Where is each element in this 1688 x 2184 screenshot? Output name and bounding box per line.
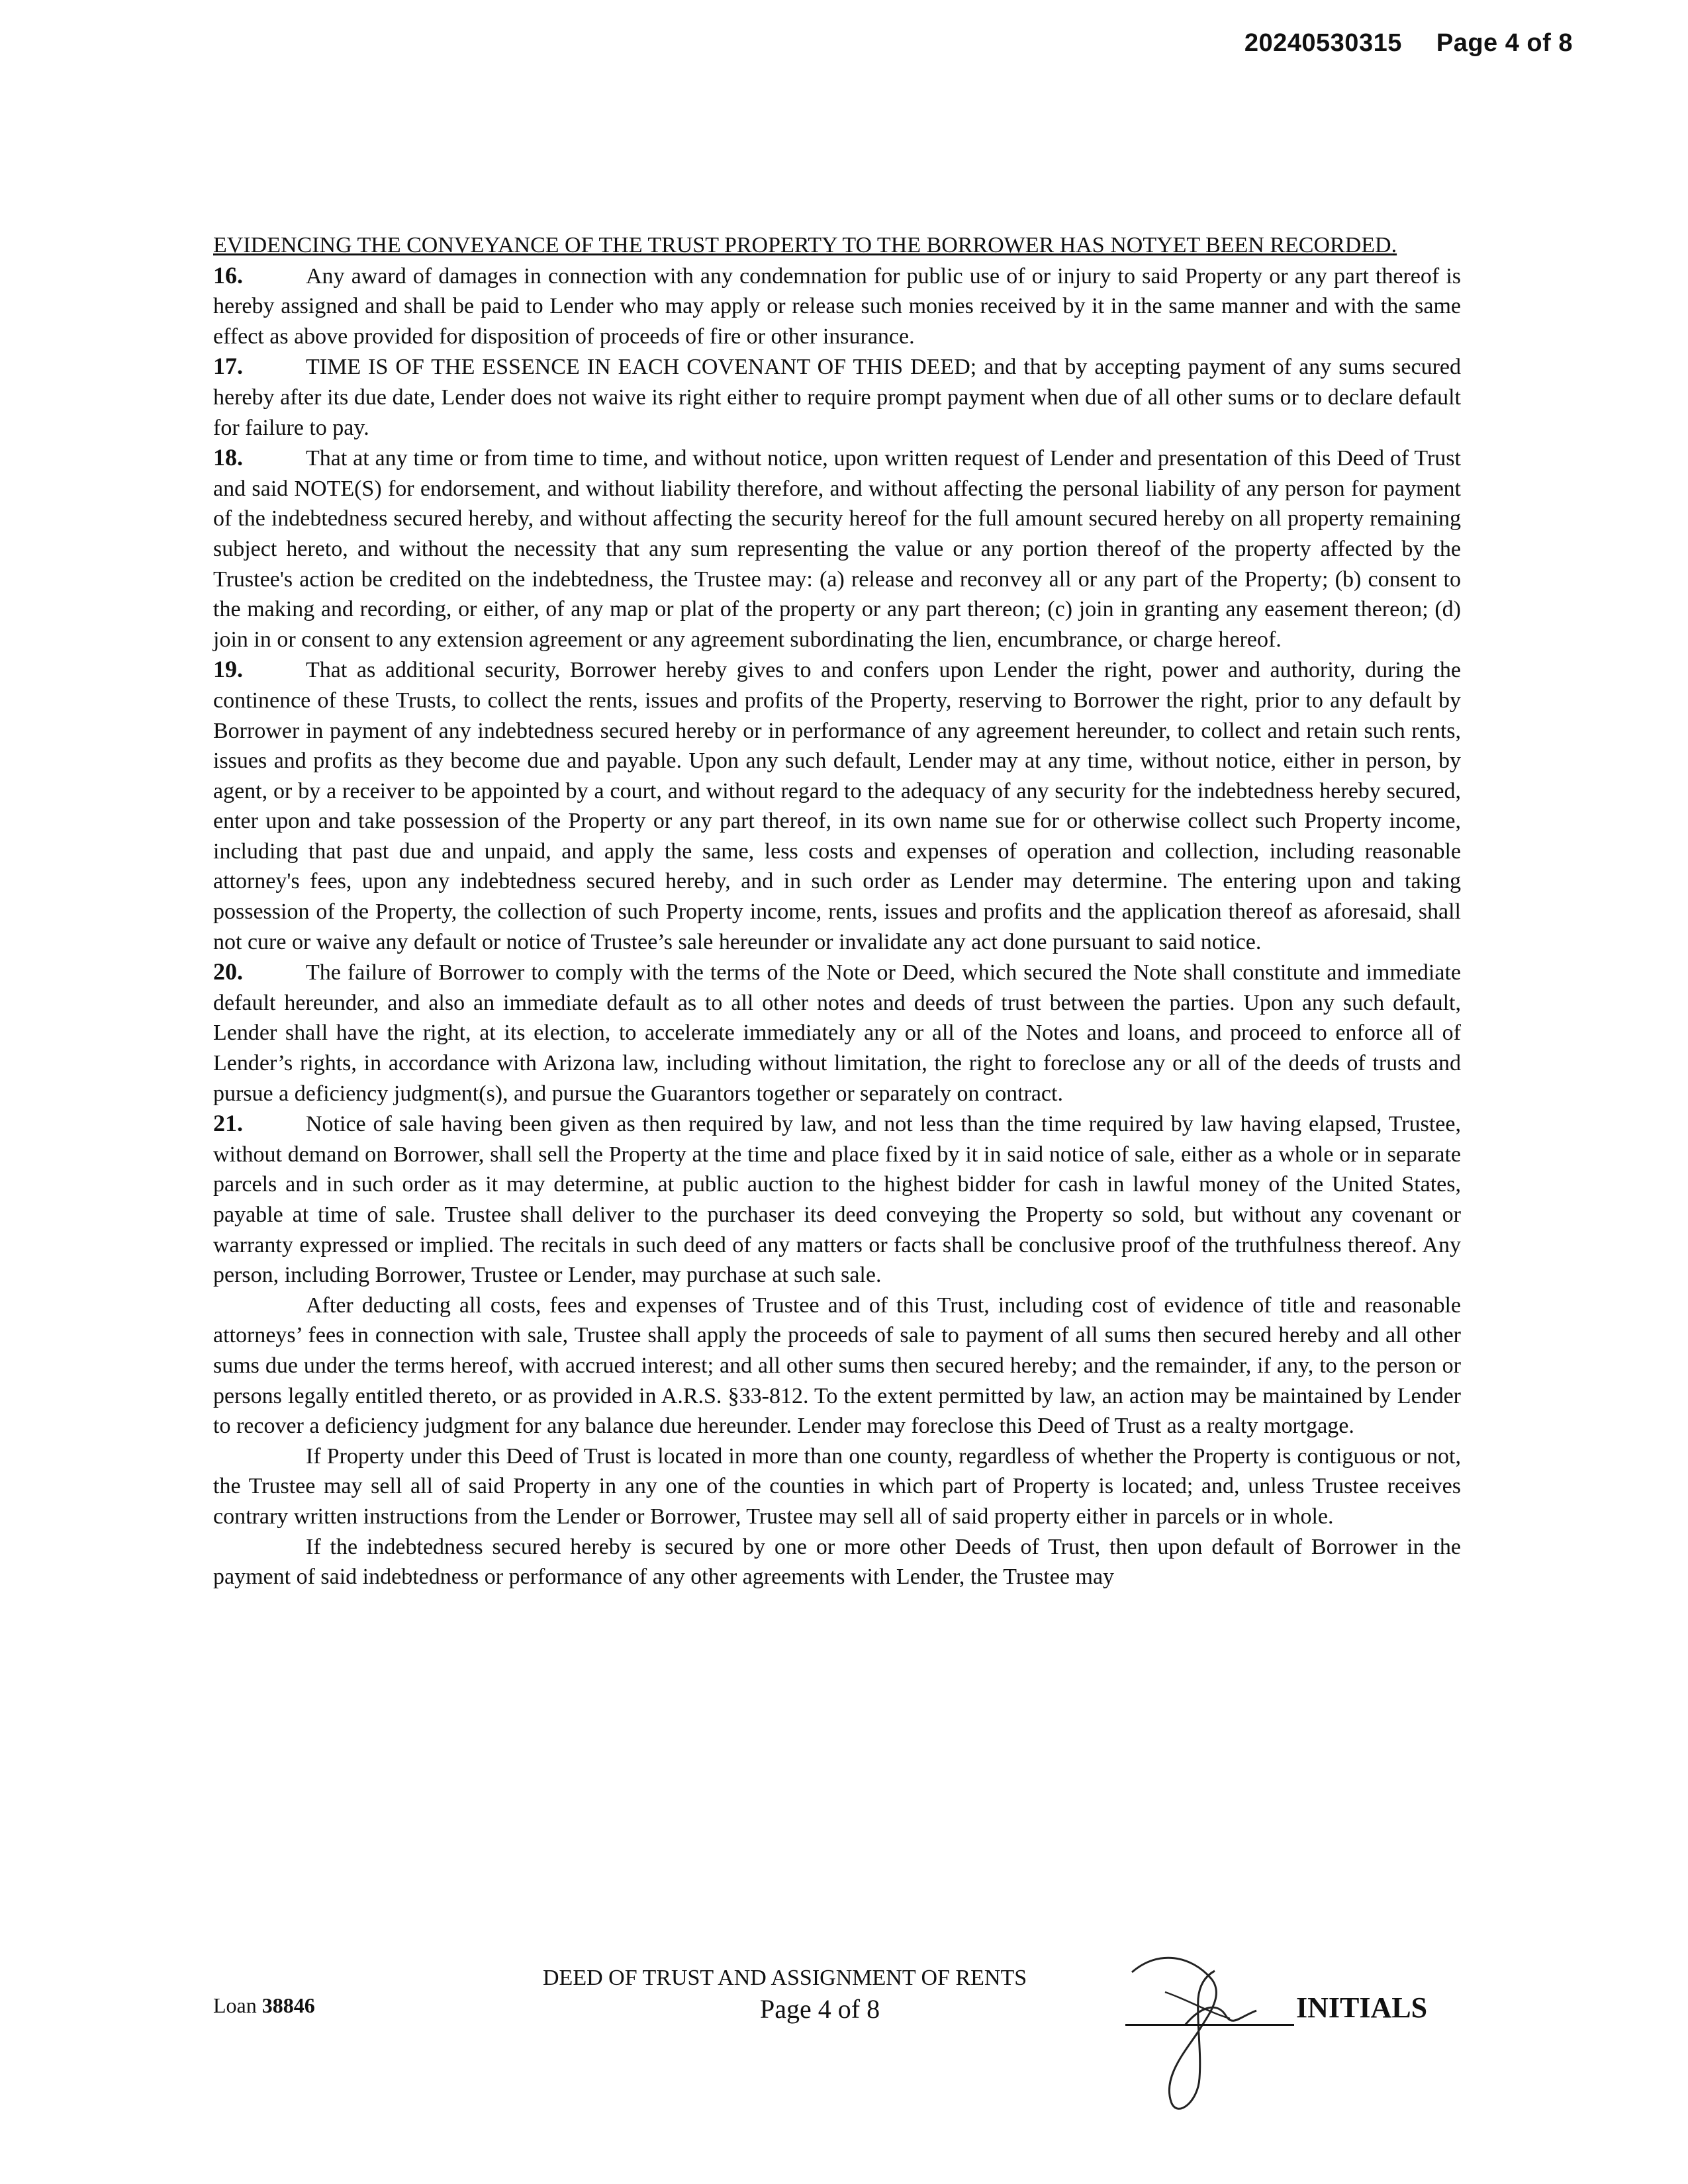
loan-value: 38846 xyxy=(261,1993,315,2017)
document-body xyxy=(213,230,1461,1592)
paragraph-counties: If Property under this Deed of Trust is located in more than one county, regardless of whether the Property is contiguous or not, the Trustee may sell all of said Property in any one of the counties in which part of Property is located; and, unless Trustee receives contrary written instructions from the Lender or Borrower, Trustee may sell all of said property either in parcels or in whole. xyxy=(213,1443,1461,1529)
page-footer xyxy=(0,1952,1688,2151)
section-number: 18. xyxy=(213,444,243,471)
section-number: 17. xyxy=(213,353,243,380)
section-text: Notice of sale having been given as then required by law, and not less than the time required by law having elapsed, Trustee, without demand on Borrower, shall sell the Property at the time and place fixed by it in said notice of sale, either as a whole or in separate parcels and in such order as it may determine, at public auction to the highest bidder for cash in lawful money of the United States, payable at time of sale. Trustee shall deliver to the purchaser its deed conveying the Property so sold, but without any covenant or warranty expressed or implied. The recitals in such deed of any matters or facts shall be conclusive proof of the truthfulness thereof. Any person, including Borrower, Trustee or Lender, may purchase at such sale. xyxy=(213,1112,1461,1288)
initials-line xyxy=(1125,2024,1294,2026)
section-18 xyxy=(213,443,1461,655)
recording-stamp xyxy=(1244,29,1573,58)
loan-label: Loan xyxy=(213,1993,257,2017)
section-text: That at any time or from time to time, and without notice, upon written request of Lender and presentation of this Deed of Trust and said NOTE(S) for endorsement, and without liability therefore, and without affecting the personal liability of any person for payment of the indebtedness secured hereby, and without affecting the security hereof for the full amount secured hereby on all property remaining subject hereto, and without the necessity that any sum representing the value or any portion thereof of the property affected by the Trustee's action be credited on the indebtedness, the Trustee may: (a) release and reconvey all or any part of the Property; (b) consent to the making and recording, or either, of any map or plat of the property or any part thereon; (c) join in granting any easement thereon; (d) join in or consent to any extension agreement or any agreement subordinating the lien, encumbrance, or charge hereof. xyxy=(213,446,1461,652)
continuation-text: EVIDENCING THE CONVEYANCE OF THE TRUST PROPERTY TO THE BORROWER HAS NOTYET BEEN RECORDED. xyxy=(213,233,1397,257)
section-20 xyxy=(213,957,1461,1109)
paragraph-other-deeds: If the indebtedness secured hereby is secured by one or more other Deeds of Trust, then upon default of Borrower in the payment of said indebtedness or performance of any other agreements with Lender, the Trustee may xyxy=(213,1534,1461,1590)
paragraph-proceeds: After deducting all costs, fees and expenses of Trustee and of this Trust, including cost of evidence of title and reasonable attorneys’ fees in connection with sale, Trustee shall apply the proceeds of sale to payment of all sums then secured hereby and all other sums due under the terms hereof, with accrued interest; and all other sums then secured hereby; and the remainder, if any, to the person or persons legally entitled thereto, or as provided in A.R.S. §33-812. To the extent permitted by law, an action may be maintained by Lender to recover a deficiency judgment for any balance due hereunder. Lender may foreclose this Deed of Trust as a realty mortgage. xyxy=(213,1293,1461,1439)
stamp-page-label: Page 4 of 8 xyxy=(1436,29,1573,57)
document-number: 20240530315 xyxy=(1244,29,1402,57)
footer-page-number: Page 4 of 8 xyxy=(760,1994,880,2024)
section-text: That as additional security, Borrower hereby gives to and confers upon Lender the right, power and authority, during the continence of these Trusts, to collect the rents, issues and profits of the Property, reserving to Borrower the right, prior to any default by Borrower in payment of any indebtedness secured hereby or in performance of any agreement hereunder, to collect and retain such rents, issues and profits as they become due and payable. Upon any such default, Lender may at any time, without notice, either in person, by agent, or by a receiver to be appointed by a court, and without regard to the adequacy of any security for the indebtedness hereby secured, enter upon and take possession of the Property or any part thereof, in its own name sue for or otherwise collect such Property income, including that past due and unpaid, and apply the same, less costs and expenses of operation and collection, including reasonable attorney's fees, upon any indebtedness secured hereby, and in such order as Lender may determine. The entering upon and taking possession of the Property, the collection of such Property income, rents, issues and profits and the application thereof as aforesaid, shall not cure or waive any default or notice of Trustee’s sale hereunder or invalidate any act done pursuant to said notice. xyxy=(213,658,1461,954)
section-text: The failure of Borrower to comply with the terms of the Note or Deed, which secured the Note shall constitute and immediate default hereunder, and also an immediate default as to all other notes and deeds of trust between the parties. Upon any such default, Lender shall have the right, at its election, to accelerate immediately any or all of the Notes and loans, and proceed to enforce all of Lender’s rights, in accordance with Arizona law, including without limitation, the right to foreclose any or all of the deeds of trusts and pursue a deficiency judgment(s), and pursue the Guarantors together or separately on contract. xyxy=(213,960,1461,1106)
section-text: Any award of damages in connection with any condemnation for public use of or injury to said Property or any part thereof is hereby assigned and shall be paid to Lender who may apply or release such monies received by it in the same manner and with the same effect as above provided for disposition of proceeds of fire or other insurance. xyxy=(213,263,1461,349)
loan-number xyxy=(213,1993,315,2018)
initials-signature xyxy=(1086,1952,1284,2118)
section-16 xyxy=(213,261,1461,352)
initials-label: INITIALS xyxy=(1296,1991,1428,2024)
section-21 xyxy=(213,1109,1461,1291)
section-number: 21. xyxy=(213,1110,243,1137)
section-number: 20. xyxy=(213,958,243,985)
section-19 xyxy=(213,655,1461,957)
section-number: 16. xyxy=(213,261,243,289)
section-text: TIME IS OF THE ESSENCE IN EACH COVENANT OF THIS DEED; and that by accepting payment of any sums secured hereby after its due date, Lender does not waive its right either to require prompt payment when due of all other sums or to declare default for failure to pay. xyxy=(213,355,1461,440)
section-17 xyxy=(213,351,1461,443)
section-number: 19. xyxy=(213,656,243,683)
footer-title: DEED OF TRUST AND ASSIGNMENT OF RENTS xyxy=(543,1966,1027,1990)
